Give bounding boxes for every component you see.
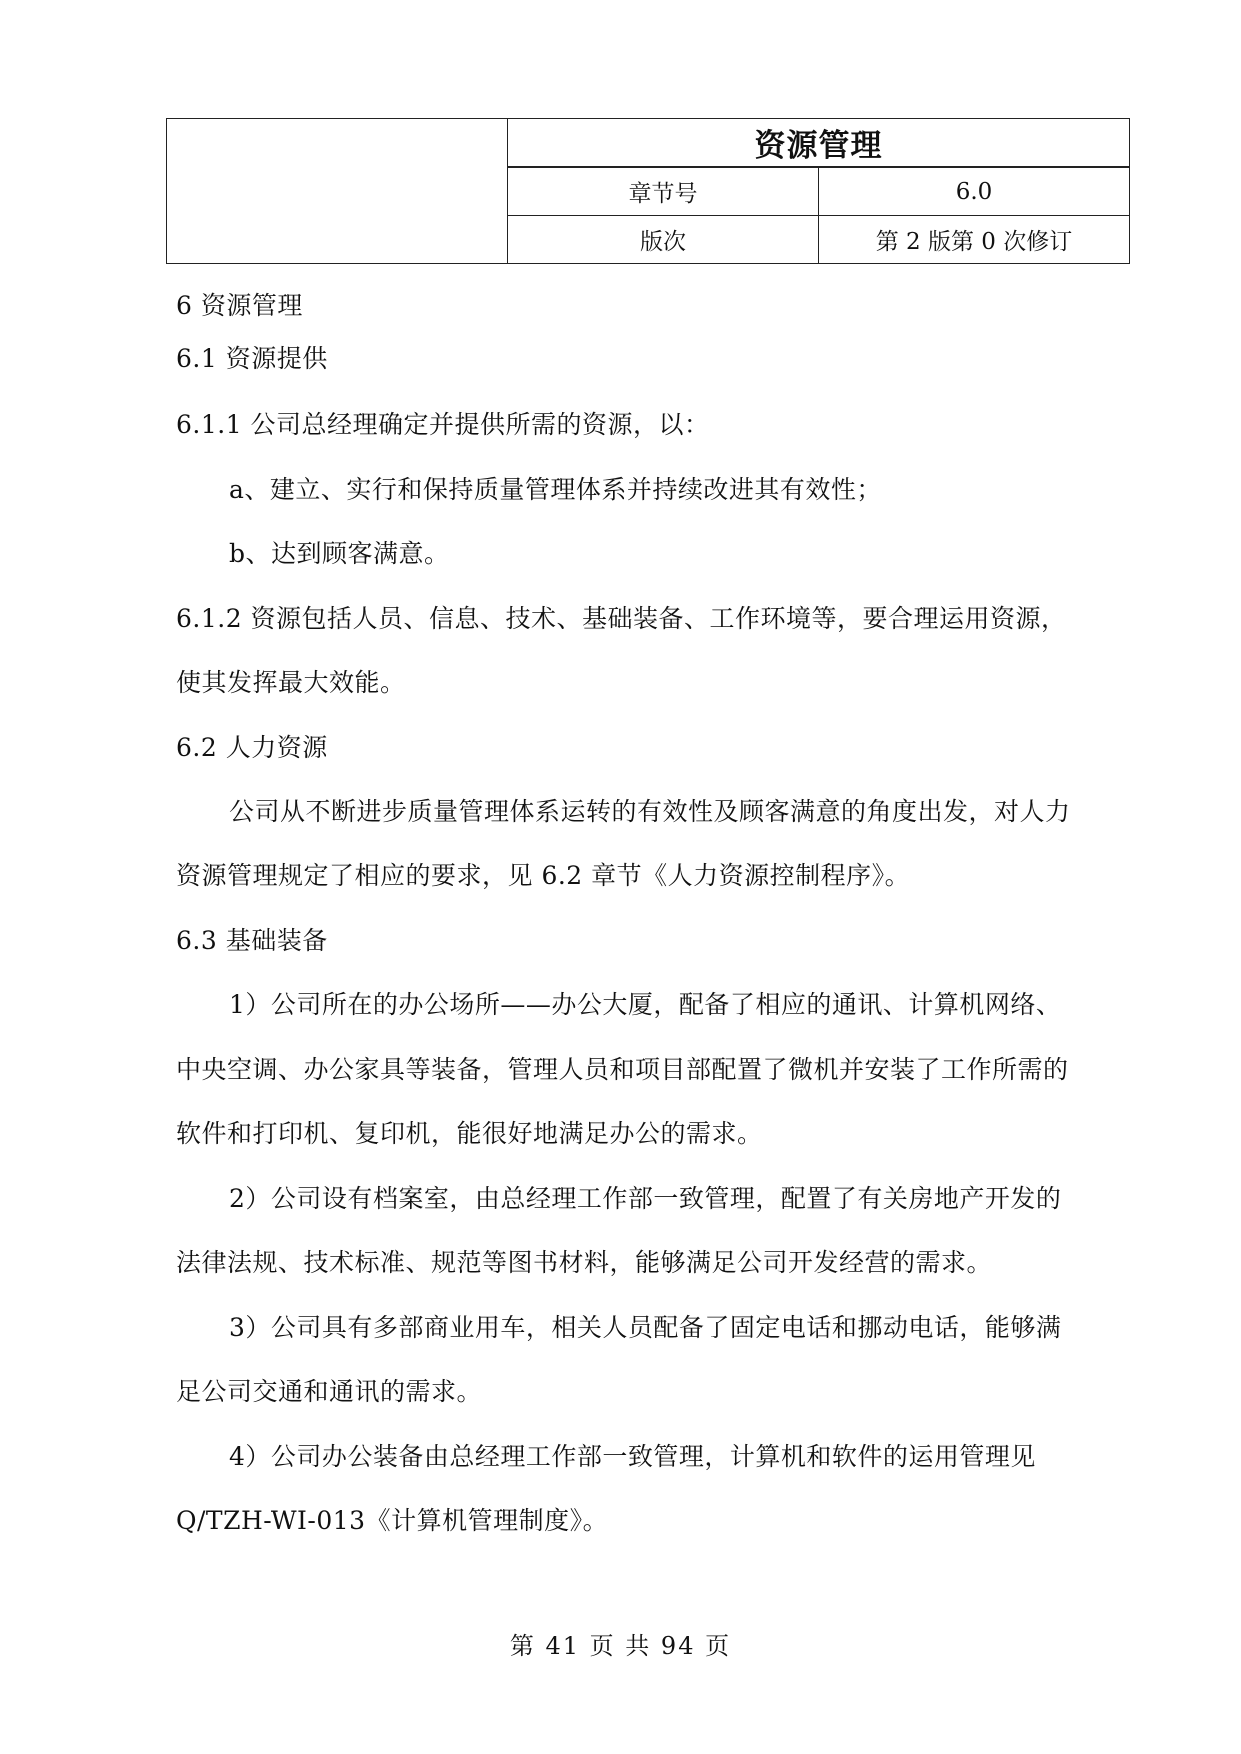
paragraph-3-line1: 3）公司具有多部商业用车，相关人员配备了固定电话和挪动电话，能够满 [229, 1313, 1062, 1342]
paragraph-2-line1: 2）公司设有档案室，由总经理工作部一致管理，配置了有关房地产开发的 [229, 1184, 1062, 1213]
chapter-value: 6.0 [819, 167, 1130, 216]
heading-6: 6 资源管理 [176, 291, 303, 320]
edition-value: 第 2 版第 0 次修订 [819, 216, 1130, 264]
paragraph-1-line3: 软件和打印机、复印机，能很好地满足办公的需求。 [176, 1119, 763, 1148]
chapter-label: 章节号 [508, 167, 819, 216]
paragraph-4-line2: Q/TZH-WI-013《计算机管理制度》。 [176, 1506, 609, 1535]
paragraph-1-line2: 中央空调、办公家具等装备，管理人员和项目部配置了微机并安装了工作所需的 [176, 1055, 1069, 1084]
heading-6-2: 6.2 人力资源 [176, 733, 328, 762]
heading-6-1: 6.1 资源提供 [176, 344, 328, 373]
paragraph-6-1-1: 6.1.1 公司总经理确定并提供所需的资源，以： [176, 410, 710, 439]
paragraph-6-2-line1: 公司从不断进步质量管理体系运转的有效性及顾客满意的角度出发，对人力 [229, 797, 1071, 826]
page-footer: 第 41 页 共 94 页 [509, 1632, 732, 1660]
heading-6-3: 6.3 基础装备 [176, 926, 328, 955]
paragraph-1-line1: 1）公司所在的办公场所——办公大厦，配备了相应的通讯、计算机网络、 [229, 990, 1062, 1019]
paragraph-2-line2: 法律法规、技术标准、规范等图书材料，能够满足公司开发经营的需求。 [176, 1248, 993, 1277]
logo-cell [167, 119, 508, 264]
edition-label: 版次 [508, 216, 819, 264]
list-item-b: b、达到顾客满意。 [229, 539, 450, 568]
paragraph-6-2-line2: 资源管理规定了相应的要求，见 6.2 章节《人力资源控制程序》。 [176, 861, 911, 890]
list-item-a: a、建立、实行和保持质量管理体系并持续改进其有效性； [229, 475, 882, 504]
document-header-table [166, 118, 1130, 264]
paragraph-3-line2: 足公司交通和通讯的需求。 [176, 1377, 483, 1406]
paragraph-6-1-2-line2: 使其发挥最大效能。 [176, 668, 406, 697]
document-title: 资源管理 [508, 119, 1130, 168]
paragraph-6-1-2-line1: 6.1.2 资源包括人员、信息、技术、基础装备、工作环境等，要合理运用资源， [176, 604, 1067, 633]
paragraph-4-line1: 4）公司办公装备由总经理工作部一致管理，计算机和软件的运用管理见 [229, 1442, 1036, 1471]
